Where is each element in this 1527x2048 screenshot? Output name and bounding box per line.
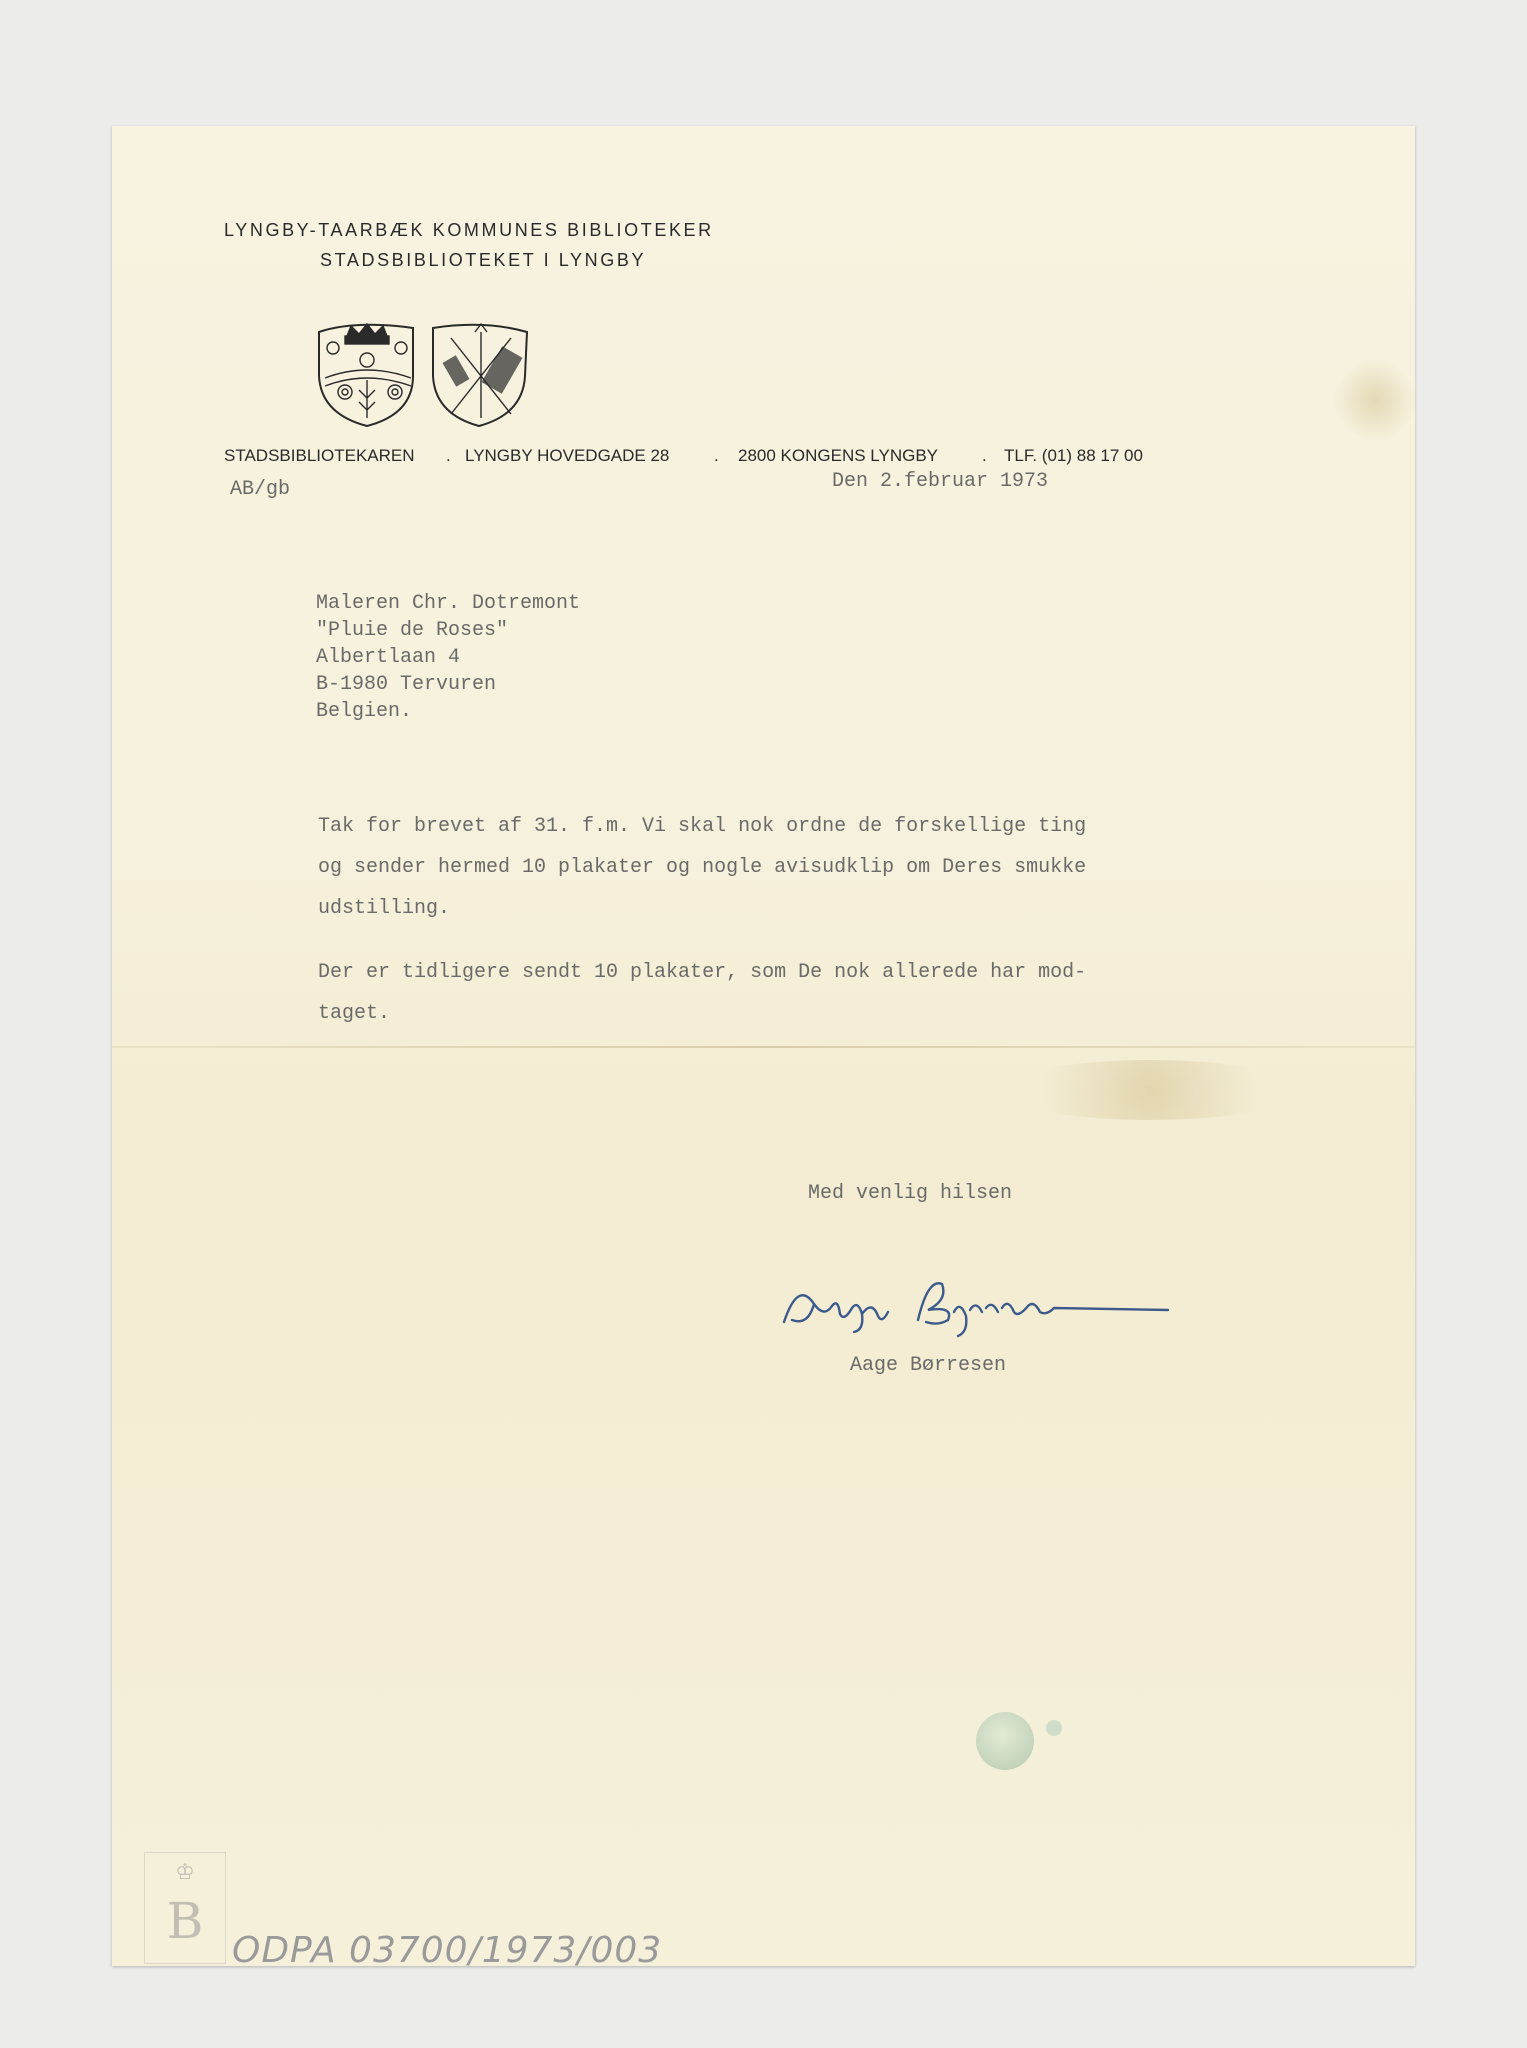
paper-stain [1330,360,1420,440]
closing-phrase: Med venlig hilsen [808,1182,1013,1205]
address-separator: . [446,446,451,465]
body-paragraph-1 [318,806,1086,929]
archive-number: ODPA 03700/1973/003 [232,1930,663,1971]
recipient-line: Belgien. [316,700,413,723]
address-separator: . [714,446,719,465]
address-city: 2800 KONGENS LYNGBY [738,446,938,465]
recipient-line: Albertlaan 4 [316,646,461,669]
recipient-line: B-1980 Tervuren [316,673,497,696]
address-title: STADSBIBLIOTEKAREN [224,446,415,465]
recipient-line: Maleren Chr. Dotremont [316,592,581,615]
crown-icon: ♔ [175,1860,195,1885]
stamp-letter: B [166,1892,204,1950]
address-street: LYNGBY HOVEDGADE 28 [465,446,670,465]
reference-code: AB/gb [230,478,291,501]
letterhead-organization: LYNGBY-TAARBÆK KOMMUNES BIBLIOTEKER [224,220,714,240]
body-line: og sender hermed 10 plakater og nogle avisudklip om Deres smukke [318,856,1087,879]
address-separator: . [982,446,987,465]
body-line: taget. [318,1002,391,1025]
coat-of-arms-icon [315,318,531,430]
letterhead-sub-organization: STADSBIBLIOTEKET I LYNGBY [320,250,647,270]
signer-name: Aage Børresen [850,1354,1007,1377]
paper-fold-line [112,1046,1415,1048]
body-line: Der er tidligere sendt 10 plakater, som De nok allerede har mod- [318,961,1087,984]
body-paragraph-2 [318,952,1086,1034]
embossed-seal-icon [976,1712,1034,1770]
address-phone: TLF. (01) 88 17 00 [1004,446,1143,465]
handwritten-signature [778,1270,1178,1340]
library-stamp [144,1852,226,1964]
seal-dot [1046,1720,1062,1736]
body-line: udstilling. [318,897,451,920]
recipient-line: "Pluie de Roses" [316,619,509,642]
paper-stain [1000,1060,1300,1120]
body-line: Tak for brevet af 31. f.m. Vi skal nok ordne de forskellige ting [318,815,1087,838]
recipient-address [316,590,580,725]
letter-date: Den 2.februar 1973 [832,470,1049,493]
